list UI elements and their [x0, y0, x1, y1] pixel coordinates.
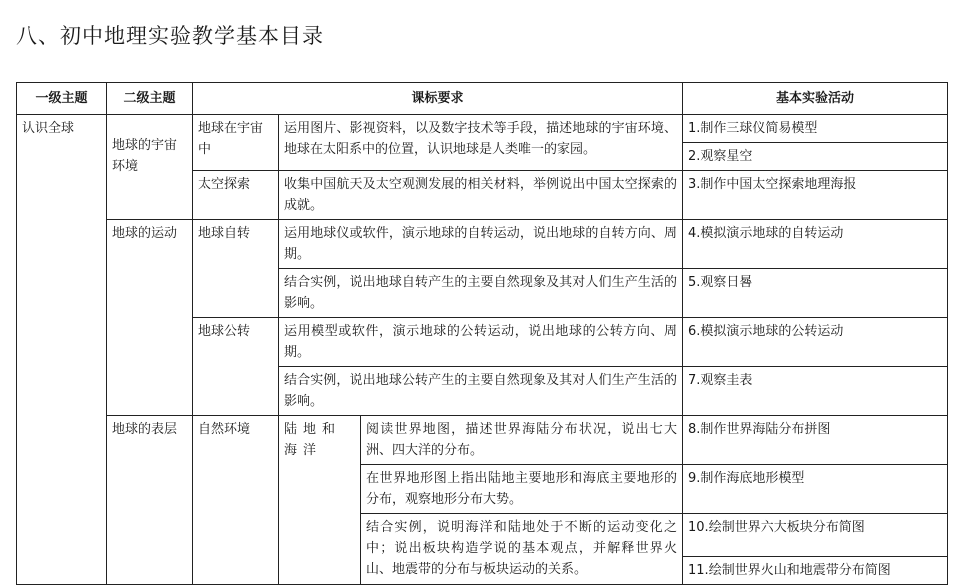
universe-sub1: 地球在宇宙中 [193, 115, 279, 171]
surface-req3: 结合实例，说明海洋和陆地处于不断的运动变化之中；说出板块构造学说的基本观点，并解释世界火山、地震带的分布与板块运动的关系。 [361, 514, 683, 585]
curriculum-table [16, 82, 948, 585]
universe-sub2: 太空探索 [193, 171, 279, 220]
activity-2: 2.观察星空 [683, 143, 948, 171]
activity-6: 6.模拟演示地球的公转运动 [683, 318, 948, 367]
surface-land-sea: 陆地和海洋 [279, 416, 361, 585]
revolution-req2: 结合实例，说出地球公转产生的主要自然现象及其对人们生产生活的影响。 [279, 367, 683, 416]
rotation-req1: 运用地球仪或软件，演示地球的自转运动，说出地球的自转方向、周期。 [279, 220, 683, 269]
activity-4: 4.模拟演示地球的自转运动 [683, 220, 948, 269]
activity-10: 10.绘制世界六大板块分布简图 [683, 514, 948, 557]
header-requirements: 课标要求 [193, 83, 683, 115]
universe-req2: 收集中国航天及太空观测发展的相关材料，举例说出中国太空探索的成就。 [279, 171, 683, 220]
universe-level2: 地球的宇宙环境 [107, 115, 193, 220]
header-activities: 基本实验活动 [683, 83, 948, 115]
activity-7: 7.观察圭表 [683, 367, 948, 416]
activity-8: 8.制作世界海陆分布拼图 [683, 416, 948, 465]
surface-natural: 自然环境 [193, 416, 279, 585]
header-level1: 一级主题 [17, 83, 107, 115]
motion-level2: 地球的运动 [107, 220, 193, 416]
activity-1: 1.制作三球仪简易模型 [683, 115, 948, 143]
universe-req1: 运用图片、影视资料，以及数字技术等手段，描述地球的宇宙环境、地球在太阳系中的位置，认识地球是人类唯一的家园。 [279, 115, 683, 171]
activity-9: 9.制作海底地形模型 [683, 465, 948, 514]
table-row [17, 115, 948, 143]
page-title: 八、初中地理实验教学基本目录 [16, 24, 324, 48]
activity-5: 5.观察日晷 [683, 269, 948, 318]
motion-revolution: 地球公转 [193, 318, 279, 416]
rotation-req2: 结合实例，说出地球自转产生的主要自然现象及其对人们生产生活的影响。 [279, 269, 683, 318]
revolution-req1: 运用模型或软件，演示地球的公转运动，说出地球的公转方向、周期。 [279, 318, 683, 367]
surface-level2: 地球的表层 [107, 416, 193, 585]
header-level2: 二级主题 [107, 83, 193, 115]
activity-11: 11.绘制世界火山和地震带分布简图 [683, 557, 948, 585]
table-row [17, 220, 948, 269]
motion-rotation: 地球自转 [193, 220, 279, 318]
theme-level1: 认识全球 [17, 115, 107, 585]
table-header-row [17, 83, 948, 115]
surface-req1: 阅读世界地图，描述世界海陆分布状况，说出七大洲、四大洋的分布。 [361, 416, 683, 465]
surface-req2: 在世界地形图上指出陆地主要地形和海底主要地形的分布，观察地形分布大势。 [361, 465, 683, 514]
activity-3: 3.制作中国太空探索地理海报 [683, 171, 948, 220]
table-row [17, 416, 948, 465]
